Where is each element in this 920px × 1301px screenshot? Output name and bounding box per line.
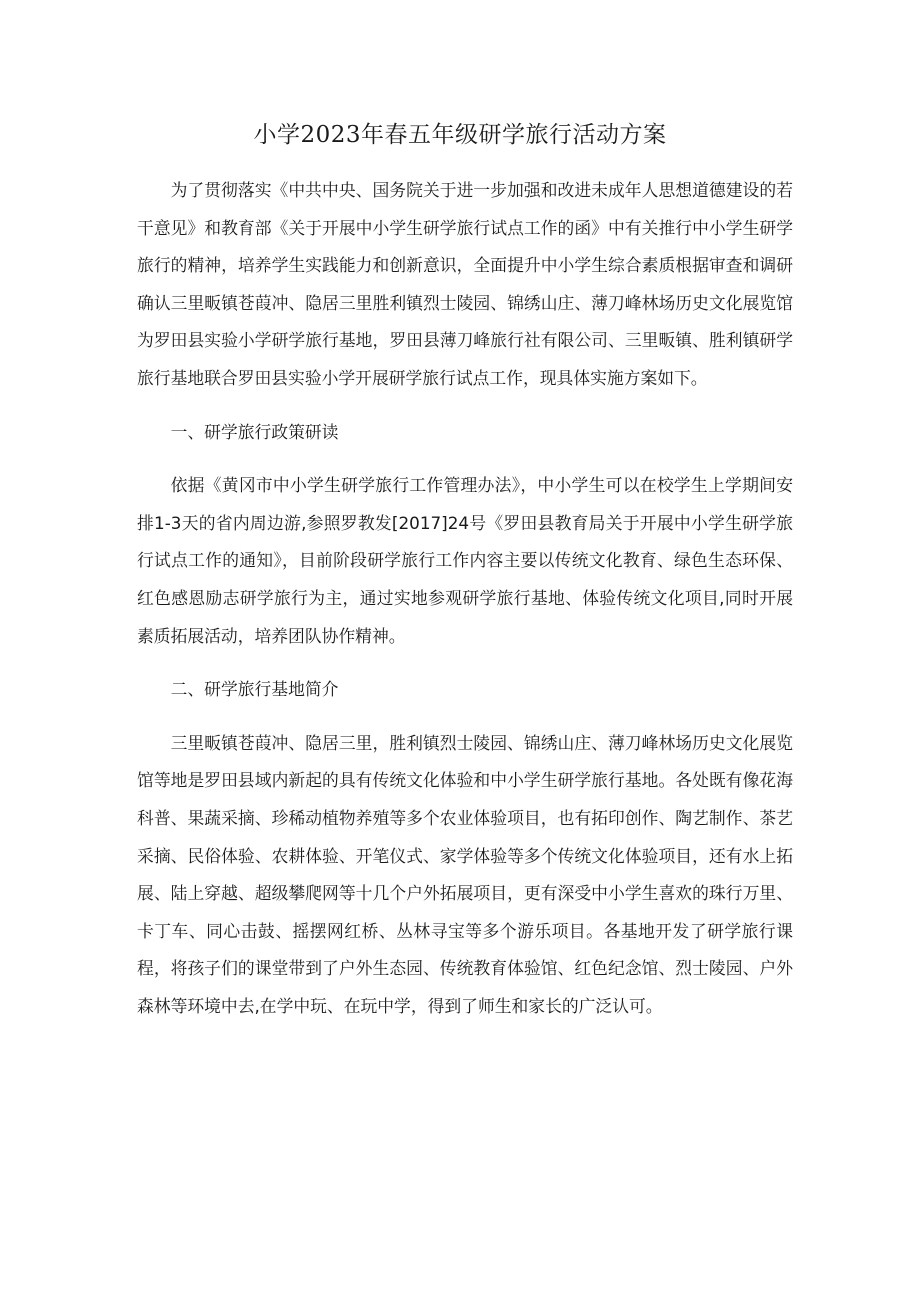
section-heading-bases: 二、研学旅行基地简介	[170, 679, 339, 700]
policy-paragraph: 依据《黄冈市中小学生研学旅行工作管理办法》，中小学生可以在校学生上学期间安排1-3天的省内周边游,参照罗教发[2017]24号《罗田县教育局关于开展中小学生研学旅行试点工作的通知》，目前阶段研学旅行工作内容主要以传统文化教育、绿色生态环保、红色感恩励志研学旅行为主，通过实地参观研学旅行基地、体验传统文化项目,同时开展素质拓展活动，培养团队协作精神。	[137, 475, 793, 646]
document-title: 小学2023年春五年级研学旅行活动方案	[253, 122, 667, 148]
document-body	[137, 172, 793, 1025]
bases-paragraph: 三里畈镇苍葭冲、隐居三里，胜利镇烈士陵园、锦绣山庄、薄刀峰林场历史文化展览馆等地是罗田县域内新起的具有传统文化体验和中小学生研学旅行基地。各处既有像花海科普、果蔬采摘、珍稀动植物养殖等多个农业体验项目，也有拓印创作、陶艺制作、茶艺采摘、民俗体验、农耕体验、开笔仪式、家学体验等多个传统文化体验项目，还有水上拓展、陆上穿越、超级攀爬网等十几个户外拓展项目，更有深受中小学生喜欢的珠行万里、卡丁车、同心击鼓、摇摆网红桥、丛林寻宝等多个游乐项目。各基地开发了研学旅行课程，将孩子们的课堂带到了户外生态园、传统教育体验馆、红色纪念馆、烈士陵园、户外森林等环境中去,在学中玩、在玩中学，得到了师生和家长的广泛认可。	[137, 732, 793, 1016]
section-heading-policy: 一、研学旅行政策研读	[170, 421, 339, 442]
intro-paragraph: 为了贯彻落实《中共中央、国务院关于进一步加强和改进未成年人思想道德建设的若干意见》和教育部《关于开展中小学生研学旅行试点工作的函》中有关推行中小学生研学旅行的精神，培养学生实践能力和创新意识，全面提升中小学生综合素质根据审查和调研确认三里畈镇苍葭冲、隐居三里胜利镇烈士陵园、锦绣山庄、薄刀峰林场历史文化展览馆为罗田县实验小学研学旅行基地，罗田县薄刀峰旅行社有限公司、三里畈镇、胜利镇研学旅行基地联合罗田县实验小学开展研学旅行试点工作，现具体实施方案如下。	[137, 180, 793, 388]
